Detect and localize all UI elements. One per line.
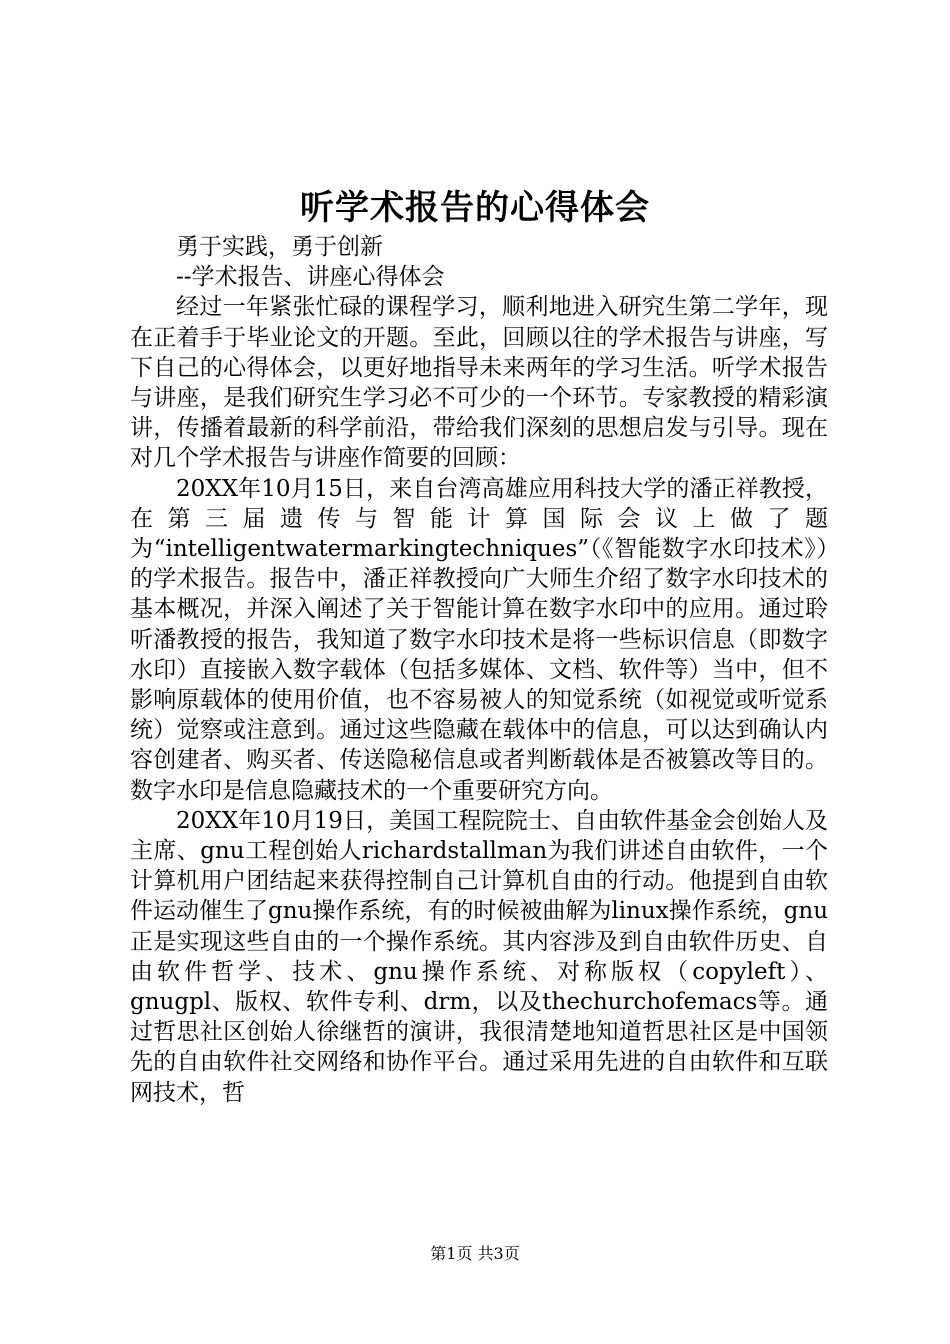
subtitle-line: --学术报告、讲座心得体会 [176, 264, 445, 291]
body-paragraph: 20XX年10月19日，美国工程院院士、自由软件基金会创始人及主席、gnu工程创始人richardstallman为我们讲述自由软件，一个计算机用户团结起来获得控制自己计算机自由的行动。他提到自由软件运动催生了gnu操作系统，有的时候被曲解为linux操作系统，gnu正是实现这些自由的一个操作系统。其内容涉及到自由软件历史、自由软件哲学、技术、gnu操作系统、对称版权（copyleft）、gnugpl、版权、软件专利、drm，以及thechurchofemacs等。通过哲思社区创始人徐继哲的演讲，我很清楚地知道哲思社区是中国领先的自由软件社交网络和协作平台。通过采用先进的自由软件和互联网技术，哲 [130, 807, 829, 1106]
document-body [130, 232, 828, 1108]
page-footer: 第1页 共3页 [430, 1244, 520, 1263]
subtitle-line: 勇于实践，勇于创新 [176, 234, 383, 260]
body-paragraph: 经过一年紧张忙碌的课程学习，顺利地进入研究生第二学年，现在正着手于毕业论文的开题。至此，回顾以往的学术报告与讲座，写下自己的心得体会，以更好地指导未来两年的学习生活。听学术报告与讲座，是我们研究生学习必不可少的一个环节。专家教授的精彩演讲，传播着最新的科学前沿，带给我们深刻的思想启发与引导。现在对几个学术报告与讲座作简要的回顾： [130, 294, 828, 472]
body-paragraph: 20XX年10月15日，来自台湾高雄应用科技大学的潘正祥教授，在第三届遗传与智能计算国际会议上做了题为“intelligentwatermarkingtechniques”（《智能数字水印技术》）的学术报告。报告中，潘正祥教授向广大师生介绍了数字水印技术的基本概况，并深入阐述了关于智能计算在数字水印中的应用。通过聆听潘教授的报告，我知道了数字水印技术是将一些标识信息（即数字水印）直接嵌入数字载体（包括多媒体、文档、软件等）当中，但不影响原载体的使用价值，也不容易被人的知觉系统（如视觉或听觉系统）觉察或注意到。通过这些隐藏在载体中的信息，可以达到确认内容创建者、购买者、传送隐秘信息或者判断载体是否被篡改等目的。数字水印是信息隐藏技术的一个重要研究方向。 [130, 475, 828, 804]
document-title: 听学术报告的心得体会 [300, 188, 650, 228]
